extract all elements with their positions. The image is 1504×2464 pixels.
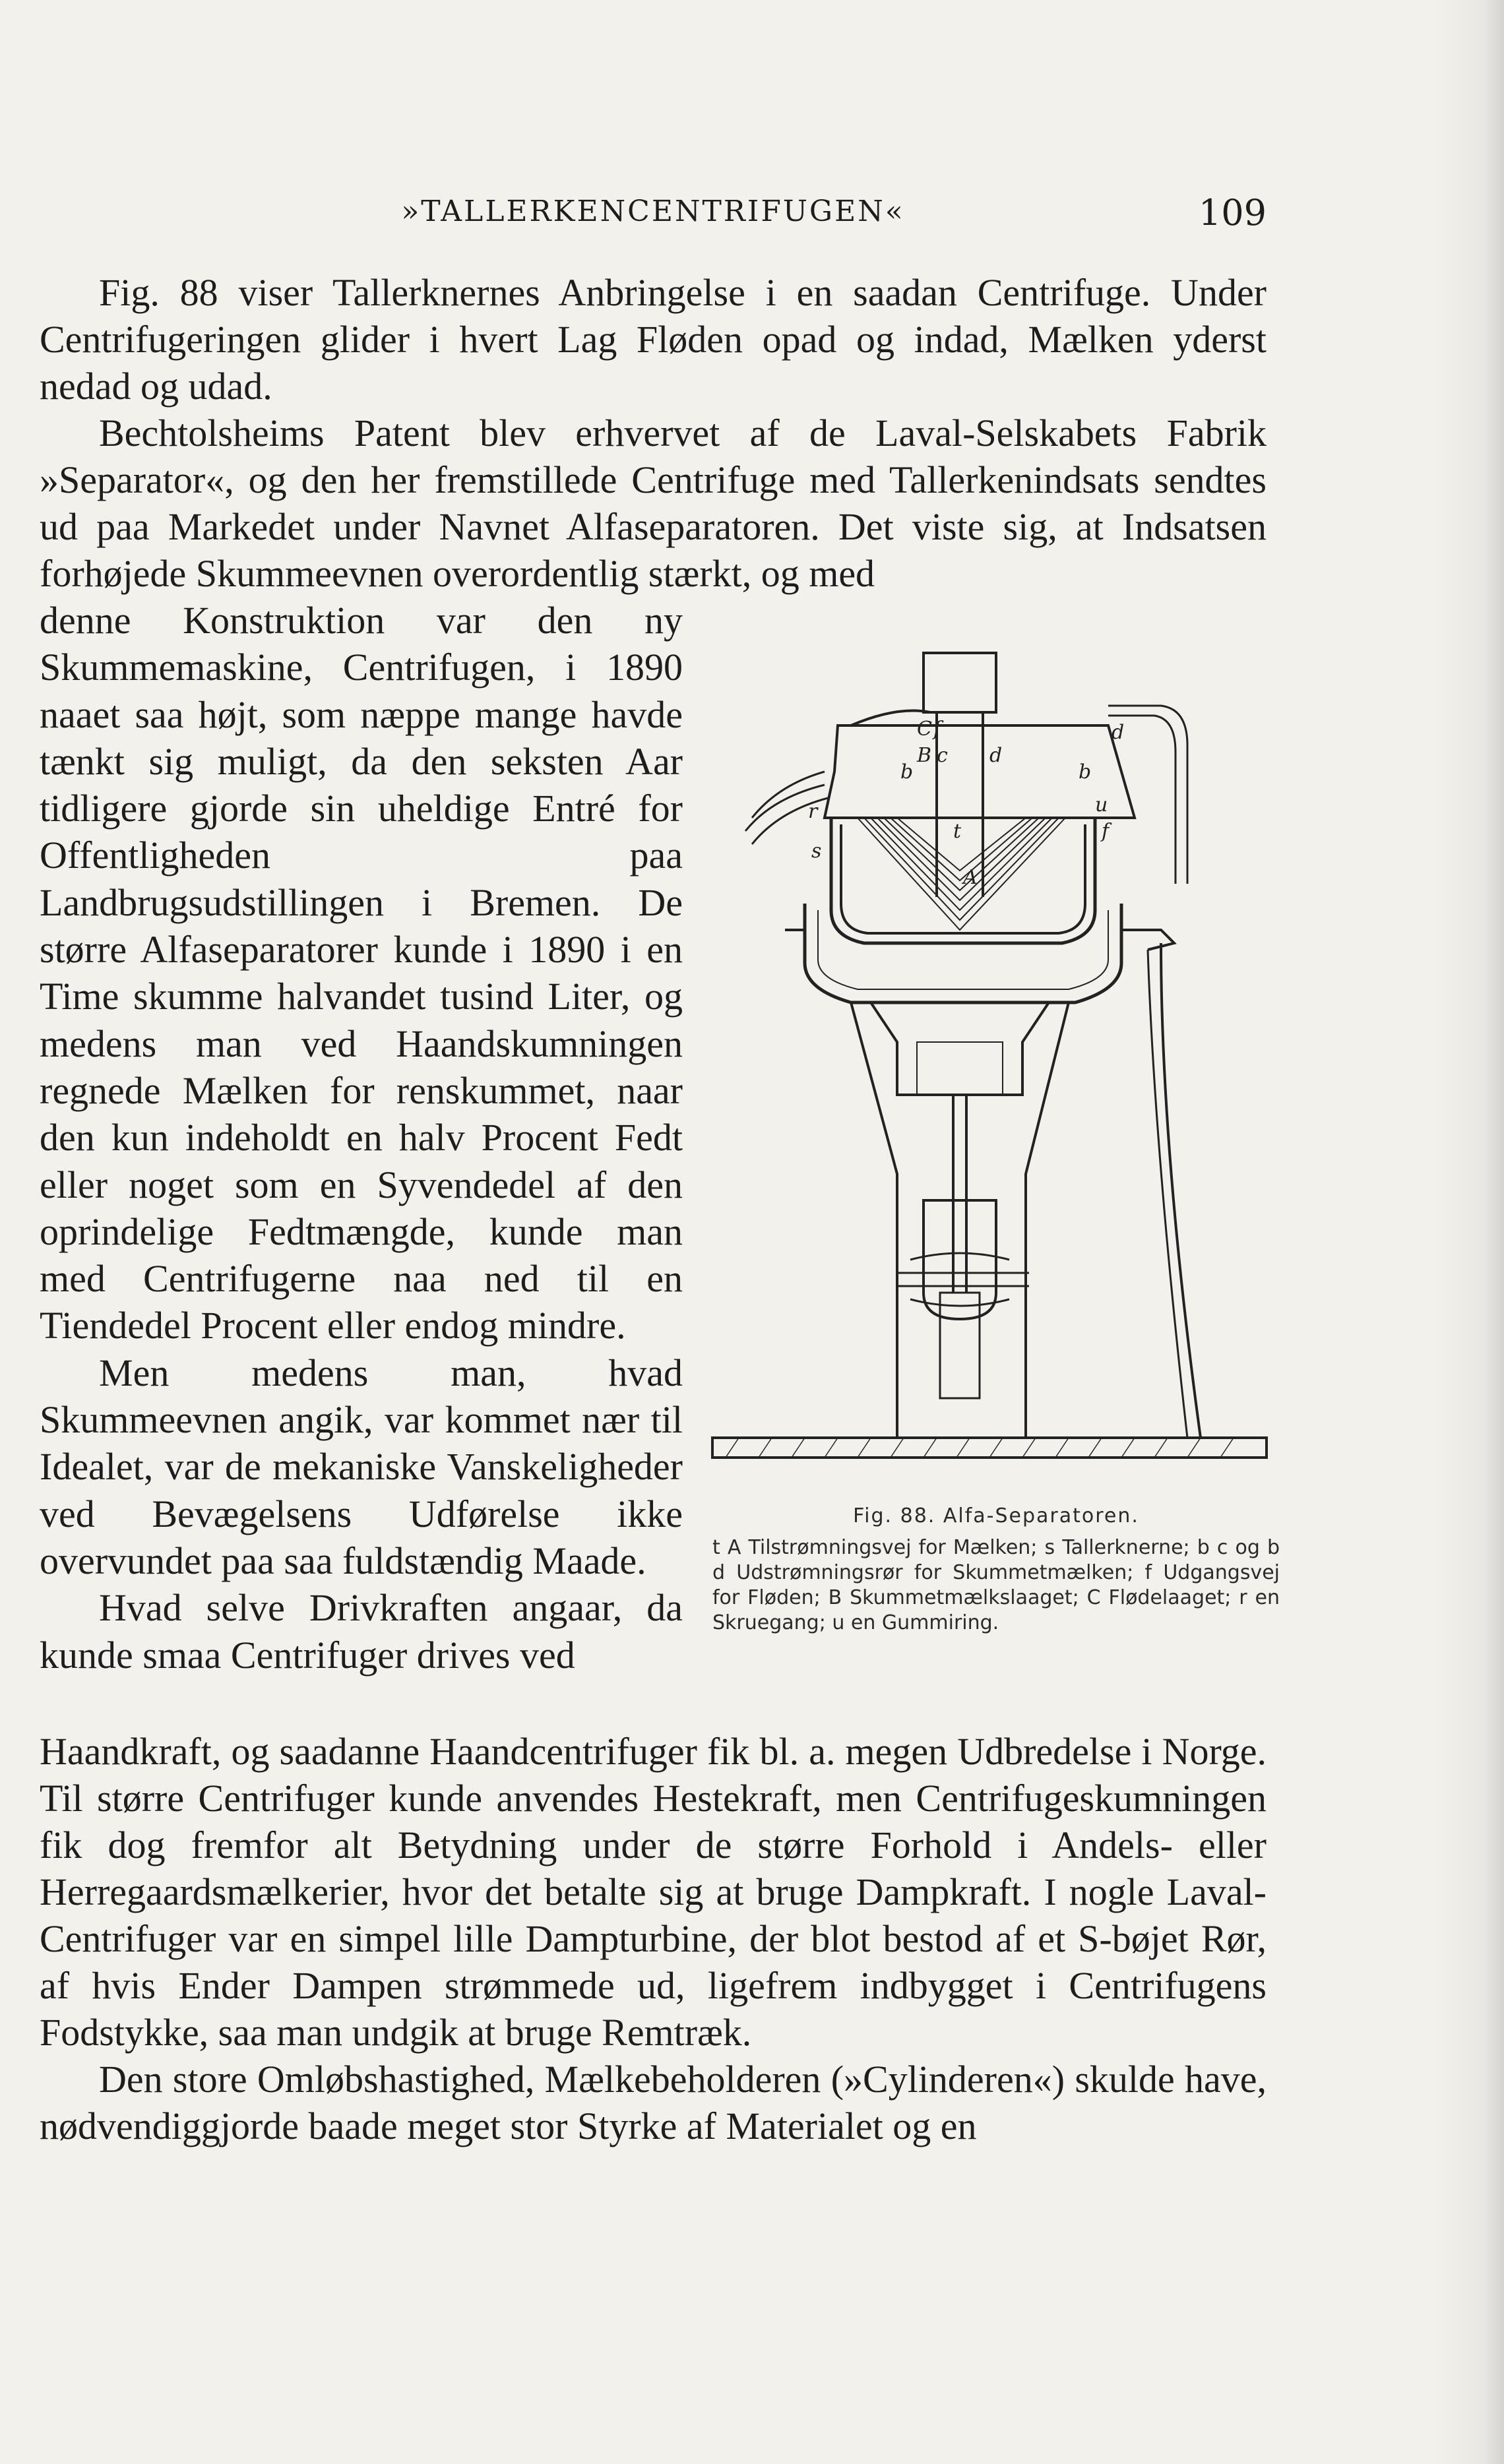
label-f-top: f [933, 718, 941, 741]
label-c: c [937, 744, 948, 767]
paragraph-3: Men medens man, hvad Skummeevnen angik, var kommet nær til Idealet, var de mekaniske Vanskeligheder ved Bevægelsens Udførelse ikke overvundet paa saa fuldstændig Maade. [40, 1351, 683, 1582]
paragraph-5: Den store Omløbshastighed, Mælkebeholderen (»Cylinderen«) skulde have, nødvendiggjorde baade meget stor Styrke af Materialet og en [40, 2058, 1267, 2147]
label-b-left: b [900, 760, 914, 784]
label-B: B [917, 744, 932, 767]
label-u: u [1095, 793, 1108, 816]
label-t: t [953, 820, 962, 843]
paragraph-2-full-width [40, 410, 1267, 597]
separator-illustration [699, 620, 1280, 1504]
paragraph-1-text: Fig. 88 viser Tallerknernes Anbringelse i en saadan Centrifuge. Under Centrifugeringen glider i hvert Lag Fløden opad og indad, Mælken yderst nedad og udad. [40, 271, 1267, 408]
label-C: C [917, 718, 932, 741]
paragraph-1 [40, 269, 1267, 410]
label-d: d [989, 744, 1003, 767]
figure-caption [712, 1504, 1280, 1636]
label-r: r [808, 800, 818, 823]
page-number: 109 [1198, 192, 1267, 233]
left-column [40, 597, 683, 1679]
label-d-pipe: d [1112, 721, 1125, 744]
inlet-cup [924, 653, 996, 712]
base-plate [712, 1438, 1267, 1458]
lower-text [40, 1728, 1267, 2149]
paragraph-4-continued: Haandkraft, og saadanne Haandcentrifuger fik bl. a. megen Udbredelse i Norge. Til større Centrifuger kunde anvendes Hestekraft, men Centrifugeskumningen fik dog fremfor alt Betydning under de større Forhold i Andels- eller Herregaardsmælkerier, hvor det betalte sig at bruge Dampkraft. I nogle Laval-Centrifuger var en simpel lille Dampturbine, der blot bestod af et S-bøjet Rør, af hvis Ender Dampen strømmede ud, ligefrem indbygget i Centrifugens Fodstykke, saa man undgik at bruge Remtræk. [40, 1730, 1267, 2054]
paragraph-2-text: Bechtolsheims Patent blev erhvervet af de Laval-Selskabets Fabrik »Separator«, og den her fremstillede Centrifuge med Tallerkenindsats sendtes ud paa Markedet under Navnet Alfaseparatoren. Det viste sig, at Indsatsen forhøjede Skummeevnen overordentlig stærkt, og med [40, 412, 1267, 595]
label-f-right: f [1102, 820, 1110, 843]
page-edge-shadow [1431, 0, 1504, 2464]
running-title: »TALLERKENCENTRIFUGEN« [401, 195, 905, 228]
label-A: A [963, 866, 978, 889]
label-b-right: b [1079, 760, 1092, 784]
paragraph-4-start: Hvad selve Drivkraften angaar, da kunde smaa Centrifuger drives ved [40, 1586, 683, 1677]
figure-alfa-separator [699, 620, 1280, 1504]
label-s: s [811, 840, 822, 863]
page-header [40, 192, 1267, 247]
caption-body: t A Tilstrømningsvej for Mælken; s Tallerknerne; b c og b d Udstrømningsrør for Skummetmælken; f Udgangsvej for Fløden; B Skummetmælkslaaget; C Flødelaaget; r en Skruegang; u en Gummiring. [712, 1536, 1280, 1634]
paragraph-2-continued: denne Konstruktion var den ny Skummemaskine, Centrifugen, i 1890 naaet saa højt, som næppe mange havde tænkt sig muligt, da den seksten Aar tidligere gjorde sin uheldige Entré for Offentligheden paa Landbrugsudstillingen i Bremen. De større Alfaseparatorer kunde i 1890 i en Time skumme halvandet tusind Liter, og medens man ved Haandskumningen regnede Mælken for renskummet, naar den kun indeholdt en halv Procent Fedt eller noget som en Syvendedel af den oprindelige Fedtmængde, kunde man med Centrifugerne naa ned til en Tiendedel Procent eller endog mindre. [40, 599, 683, 1347]
caption-title: Fig. 88. Alfa-Separatoren. [853, 1504, 1139, 1527]
